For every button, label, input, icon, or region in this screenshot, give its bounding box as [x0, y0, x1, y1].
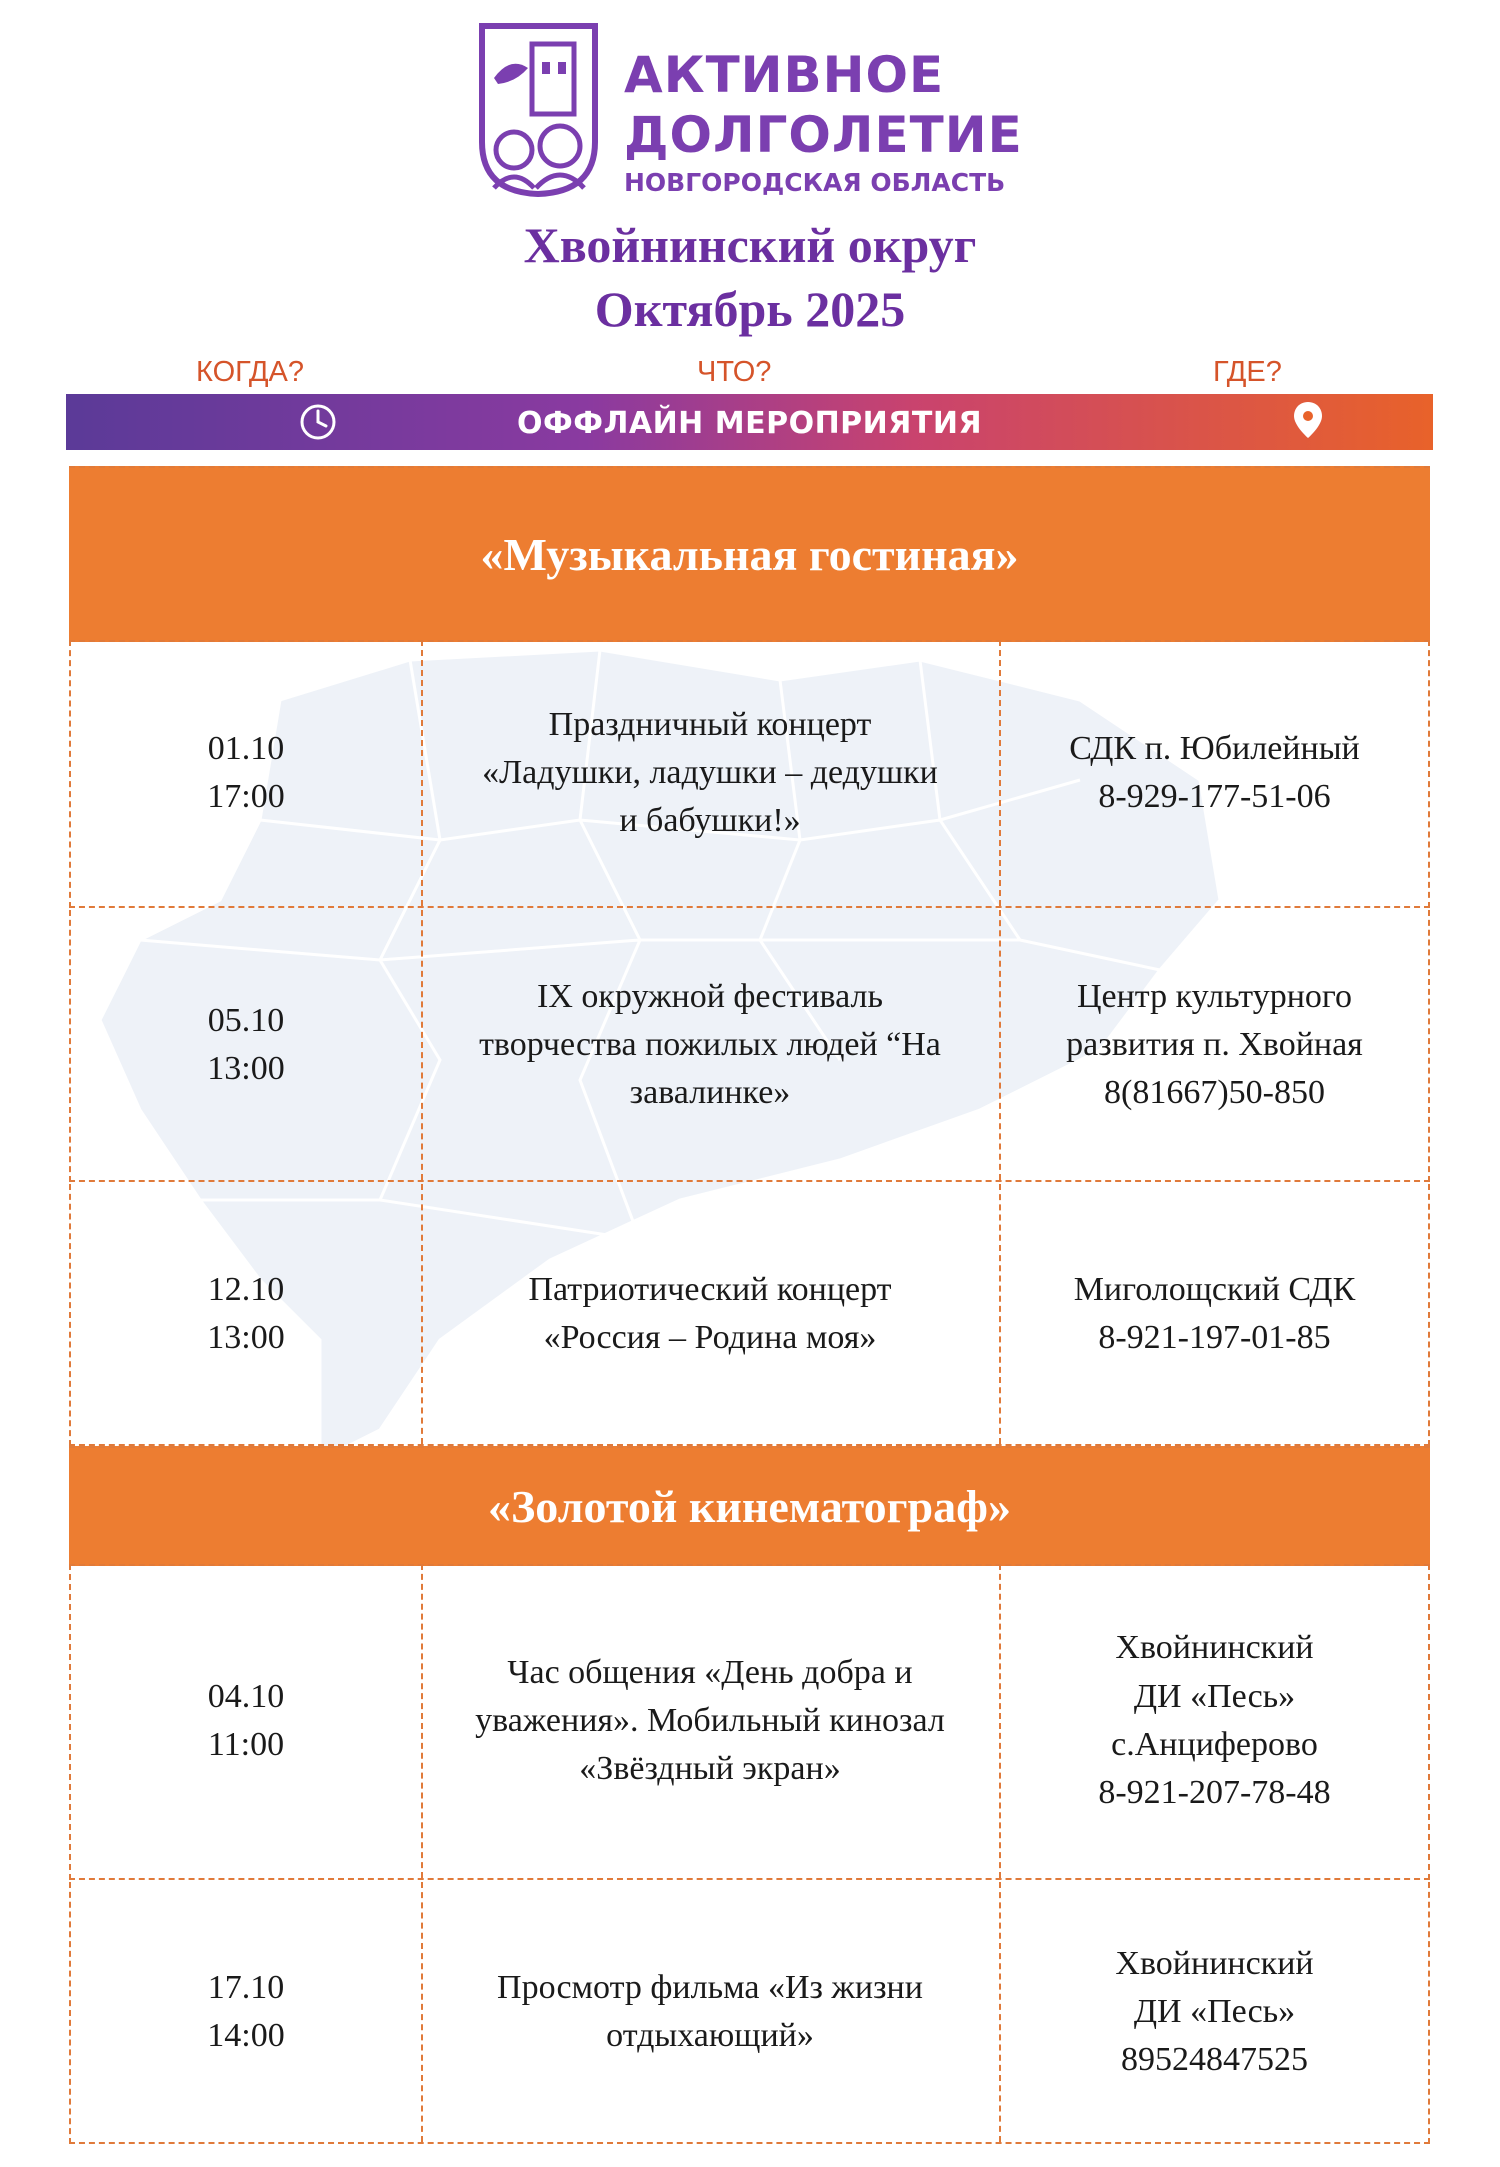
district-title: Хвойнинский округ: [523, 217, 977, 273]
table-row: [69, 640, 1430, 908]
event-location-line: СДК п. Юбилейный: [1069, 729, 1360, 767]
event-description-line: Патриотический концерт: [528, 1270, 892, 1308]
logo-title-line1: АКТИВНОЕ: [624, 46, 945, 104]
event-date: 04.10: [207, 1677, 285, 1715]
event-phone: 8-921-197-01-85: [1098, 1319, 1331, 1356]
event-time: 14:00: [207, 2017, 285, 2054]
event-description: [421, 1184, 1001, 1444]
event-description-line: отдыхающий»: [606, 2017, 814, 2054]
event-description-line: творчества пожилых людей “На: [479, 1025, 941, 1063]
event-location-line: Хвойнинский: [1115, 1629, 1314, 1667]
event-description-line: и бабушки!»: [619, 802, 801, 840]
event-location: [999, 1184, 1430, 1444]
event-datetime: [71, 1882, 423, 2142]
event-description-line: завалинке»: [629, 1074, 791, 1112]
column-header-where: ГДЕ?: [1213, 356, 1282, 388]
event-datetime: [71, 910, 423, 1180]
section-title: «Музыкальная гостиная»: [480, 529, 1019, 580]
event-location: [999, 910, 1430, 1180]
event-date: 17.10: [207, 1968, 285, 2006]
event-description-line: Праздничный концерт: [548, 705, 872, 743]
event-location-line: ДИ «Песь»: [1133, 1677, 1296, 1715]
event-date: 01.10: [207, 729, 285, 767]
offline-events-banner: [66, 394, 1433, 450]
event-description-line: уважения». Мобильный кинозал: [475, 1701, 945, 1739]
table-row: [69, 1564, 1430, 1880]
event-location-line: ДИ «Песь»: [1133, 1992, 1296, 2030]
event-description-line: «Ладушки, ладушки – дедушки: [482, 753, 938, 791]
section-title: «Золотой кинематограф»: [488, 1481, 1011, 1532]
section-header: [69, 1446, 1430, 1566]
event-location-line: с.Анциферово: [1111, 1726, 1318, 1763]
logo-subtitle: НОВГОРОДСКАЯ ОБЛАСТЬ: [624, 168, 1006, 197]
event-location-line: Миголощский СДК: [1073, 1270, 1356, 1308]
column-header-when: КОГДА?: [196, 356, 304, 388]
event-time: 17:00: [207, 778, 285, 815]
event-datetime: [71, 1564, 423, 1878]
location-pin-icon: [1292, 400, 1324, 440]
logo: [476, 22, 1036, 202]
logo-emblem-icon: [476, 22, 601, 198]
event-location-line: развития п. Хвойная: [1066, 1025, 1363, 1063]
event-location: [999, 1882, 1430, 2142]
event-description: [421, 640, 1001, 906]
table-row: [69, 1882, 1430, 2144]
event-time: 11:00: [207, 1726, 285, 1763]
event-time: 13:00: [207, 1050, 285, 1087]
table-row: [69, 910, 1430, 1182]
event-description: [421, 1564, 1001, 1878]
event-datetime: [71, 1184, 423, 1444]
event-description-line: IX окружной фестиваль: [537, 977, 883, 1015]
event-date: 12.10: [207, 1270, 285, 1308]
logo-title-line2: ДОЛГОЛЕТИЕ: [624, 106, 1023, 164]
event-description: [421, 1882, 1001, 2142]
event-location: [999, 1564, 1430, 1878]
event-description: [421, 910, 1001, 1180]
month-title: Октябрь 2025: [594, 281, 906, 337]
event-location: [999, 640, 1430, 906]
event-description-line: Час общения «День добра и: [507, 1653, 913, 1691]
column-header-what: ЧТО?: [697, 356, 772, 388]
table-row: [69, 1184, 1430, 1446]
event-datetime: [71, 640, 423, 906]
event-description-line: Просмотр фильма «Из жизни: [497, 1968, 923, 2006]
event-description-line: «Звёздный экран»: [579, 1750, 841, 1788]
section-header: [69, 466, 1430, 642]
event-phone: 8(81667)50-850: [1104, 1074, 1325, 1112]
event-phone: 8-929-177-51-06: [1098, 778, 1331, 815]
event-location-line: Хвойнинский: [1115, 1944, 1314, 1982]
event-phone: 89524847525: [1121, 2041, 1308, 2079]
event-location-line: Центр культурного: [1076, 977, 1353, 1015]
event-time: 13:00: [207, 1319, 285, 1356]
banner-label: ОФФЛАЙН МЕРОПРИЯТИЯ: [516, 406, 983, 441]
event-phone: 8-921-207-78-48: [1098, 1774, 1331, 1812]
event-description-line: «Россия – Родина моя»: [543, 1319, 877, 1356]
event-date: 05.10: [207, 1001, 285, 1039]
